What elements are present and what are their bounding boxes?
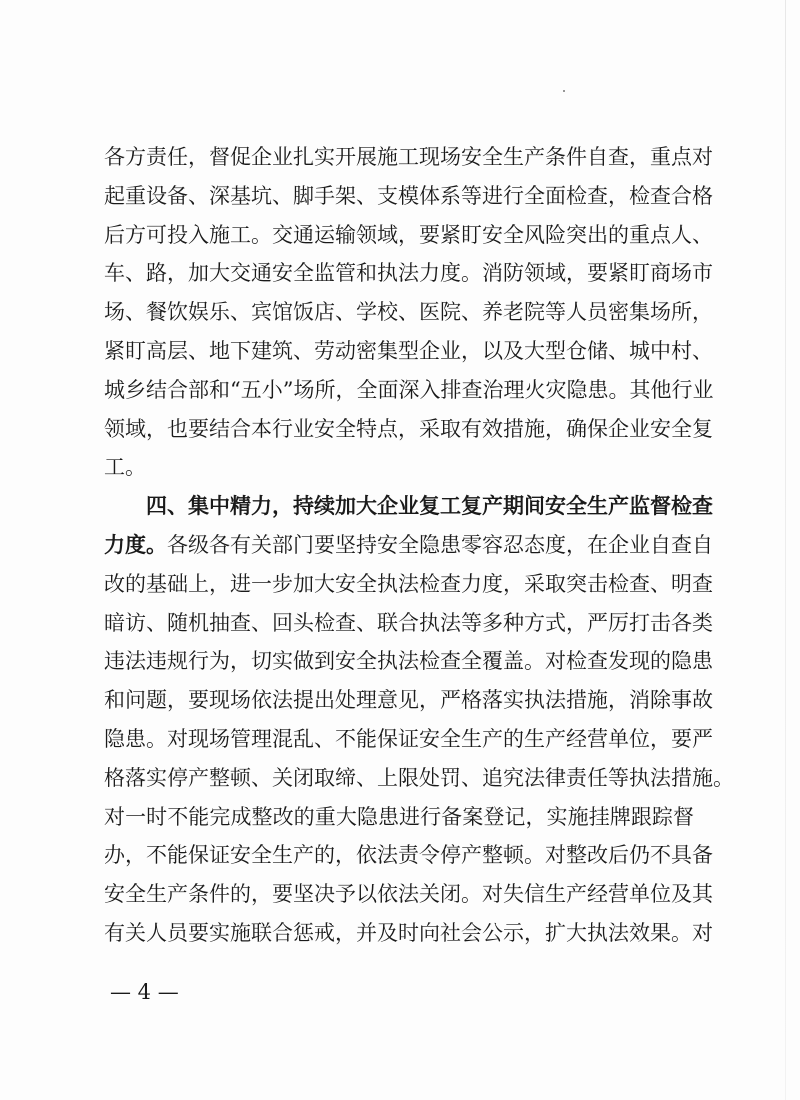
body-line-11-text: 各级各有关部门要坚持安全隐患零容忍态度，在企业自查自: [167, 532, 713, 557]
section-heading-line: [104, 487, 713, 526]
body-line-5: 场、餐饮娱乐、宾馆饭店、学校、医院、养老院等人员密集场所，: [104, 300, 713, 325]
scan-speck: [563, 90, 565, 92]
body-line-18: 对一时不能完成整改的重大隐患进行备案登记，实施挂牌跟踪督: [104, 804, 694, 829]
section-heading-continued: 力度。: [104, 532, 167, 557]
body-line-11: [104, 526, 713, 565]
body-line-20: 安全生产条件的，要坚决予以依法关闭。对失信生产经营单位及其: [104, 882, 713, 907]
body-line-8: 领域，也要结合本行业安全特点，采取有效措施，确保企业安全复: [104, 416, 713, 441]
body-line-3: 后方可投入施工。交通运输领域，要紧盯安全风险突出的重点人、: [104, 222, 713, 247]
body-line-15: 和问题，要现场依法提出处理意见，严格落实执法措施，消除事故: [104, 688, 713, 713]
body-line-6: 紧盯高层、地下建筑、劳动密集型企业，以及大型仓储、城中村、: [104, 338, 713, 363]
body-line-12: 改的基础上，进一步加大安全执法检查力度，采取突击检查、明查: [104, 571, 713, 596]
body-line-19: 办，不能保证安全生产的，依法责令停产整顿。对整改后仍不具备: [104, 843, 713, 868]
body-line-14: 违法违规行为，切实做到安全执法检查全覆盖。对检查发现的隐患: [104, 649, 713, 674]
body-line-2: 起重设备、深基坑、脚手架、支模体系等进行全面检查，检查合格: [104, 183, 713, 208]
body-line-4: 车、路，加大交通安全监管和执法力度。消防领域，要紧盯商场市: [104, 261, 713, 286]
body-line-21: 有关人员要实施联合惩戒，并及时向社会公示，扩大执法效果。对: [104, 920, 713, 945]
scan-edge-shadow: [785, 0, 786, 1100]
body-line-1: 各方责任，督促企业扎实开展施工现场安全生产条件自查，重点对: [104, 145, 713, 169]
document-body: [104, 138, 734, 953]
section-heading: 四、集中精力，持续加大企业复工复产期间安全生产监督检查: [146, 494, 713, 519]
body-line-7: 城乡结合部和“五小”场所，全面深入排查治理火灾隐患。其他行业: [104, 377, 714, 402]
body-line-16: 隐患。对现场管理混乱、不能保证安全生产的生产经营单位，要严: [104, 726, 713, 751]
body-line-17: 格落实停产整顿、关闭取缔、上限处罚、追究法律责任等执法措施。: [104, 765, 734, 790]
page-number: — 4 —: [110, 980, 179, 1004]
body-line-9: 工。: [104, 455, 146, 480]
body-line-13: 暗访、随机抽查、回头检查、联合执法等多种方式，严厉打击各类: [104, 610, 713, 635]
